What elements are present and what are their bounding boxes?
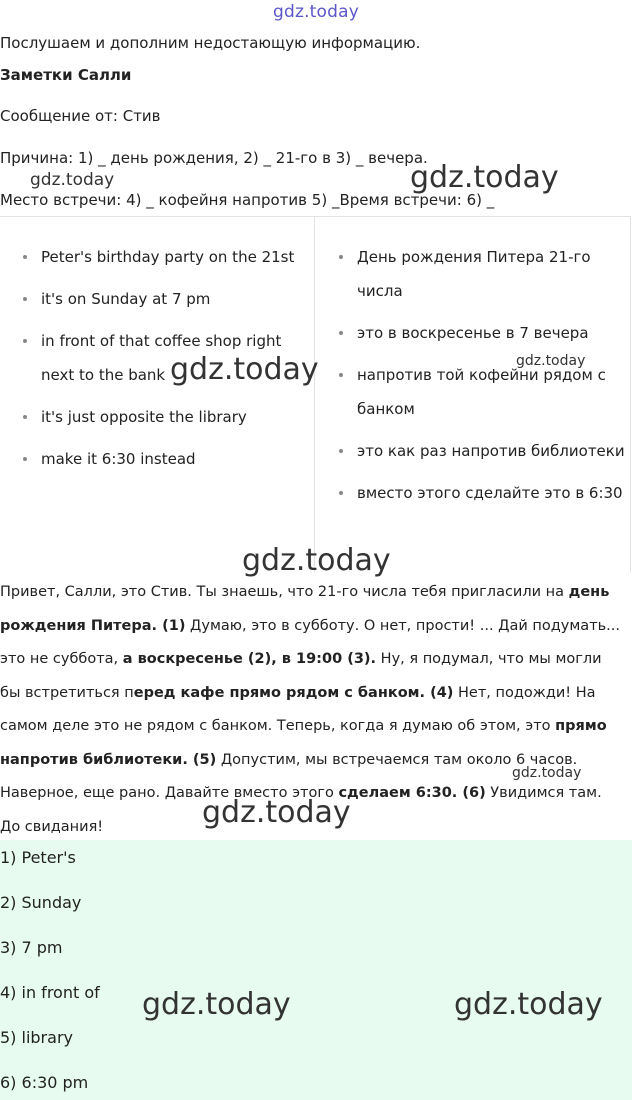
answer-item: 5) library (0, 1028, 73, 1047)
message-text: Увидимся там. До свидания! (0, 785, 602, 835)
watermark: gdz.today (142, 987, 291, 1022)
message-text: Допустим, мы встречаемся там около 6 часов. Наверное, еще рано. Давайте вместо этого (0, 751, 578, 801)
answer-item: 6) 6:30 pm (0, 1073, 89, 1092)
message-bold: день рождения Питера. (1) (0, 584, 610, 634)
answer-item: 3) 7 pm (0, 938, 63, 957)
watermark: gdz.today (454, 987, 603, 1022)
answer-item: 2) Sunday (0, 893, 82, 912)
intro-text: Послушаем и дополним недостающую информацию. (0, 34, 421, 52)
phrase-ru-item: напротив той кофейни рядом с банком (336, 358, 626, 426)
phrase-ru-item: это в воскресенье в 7 вечера (336, 316, 626, 350)
message-bold: прямо напротив библиотеки. (5) (0, 718, 607, 768)
answer-item: 4) in front of (0, 983, 100, 1002)
phrase-en-item: it's on Sunday at 7 pm (20, 282, 310, 316)
message-text: Нет, подожди! На самом деле это не рядом с банком. Теперь, когда я думаю об этом, это (0, 684, 596, 734)
phrase-ru-item: это как раз напротив библиотеки (336, 434, 626, 468)
watermark: gdz.today (242, 543, 391, 578)
message-bold: сделаем 6:30. (6) (338, 785, 486, 801)
site-logo[interactable]: gdz.today (272, 2, 360, 22)
watermark: gdz.today (202, 795, 351, 830)
reason-line: Причина: 1) _ день рождения, 2) _ 21-го в 3) _ вечера. (0, 149, 428, 167)
answer-item: 1) Peter's (0, 848, 76, 867)
phrases-ru-list (336, 240, 626, 518)
watermark: gdz.today (516, 353, 586, 369)
message-bold: а воскресенье (2), в 19:00 (3). (122, 651, 377, 667)
phrase-en-item: in front of that coffee shop right next to the bank (20, 324, 310, 392)
watermark: gdz.today (512, 765, 582, 781)
message-text: Привет, Салли, это Стив. Ты знаешь, что 21-го числа тебя пригласили на (0, 584, 569, 600)
phrase-en-item: Peter's birthday party on the 21st (20, 240, 310, 274)
message-bold: еред кафе прямо рядом с банком. (4) (133, 684, 454, 701)
phrase-ru-item: вместо этого сделайте это в 6:30 (336, 476, 626, 510)
phrase-en-item: make it 6:30 instead (20, 442, 310, 476)
notes-title: Заметки Салли (0, 66, 132, 84)
message-text: Думаю, это в субботу. О нет, прости! ... Дай подумать... это не суббота, (0, 617, 621, 667)
table-divider (314, 216, 315, 572)
watermark: gdz.today (170, 352, 319, 387)
phrase-en-item: it's just opposite the library (20, 400, 310, 434)
answers-panel (0, 840, 632, 1100)
watermark: gdz.today (30, 170, 115, 190)
phrase-ru-item: День рождения Питера 21-го числа (336, 240, 626, 308)
watermark: gdz.today (410, 160, 559, 195)
message-from: Сообщение от: Стив (0, 107, 161, 125)
place-line: Место встречи: 4) _ кофейня напротив 5) _Время встречи: 6) _ (0, 191, 495, 209)
message-text: Ну, я подумал, что мы могли бы встретиться п (0, 651, 602, 701)
